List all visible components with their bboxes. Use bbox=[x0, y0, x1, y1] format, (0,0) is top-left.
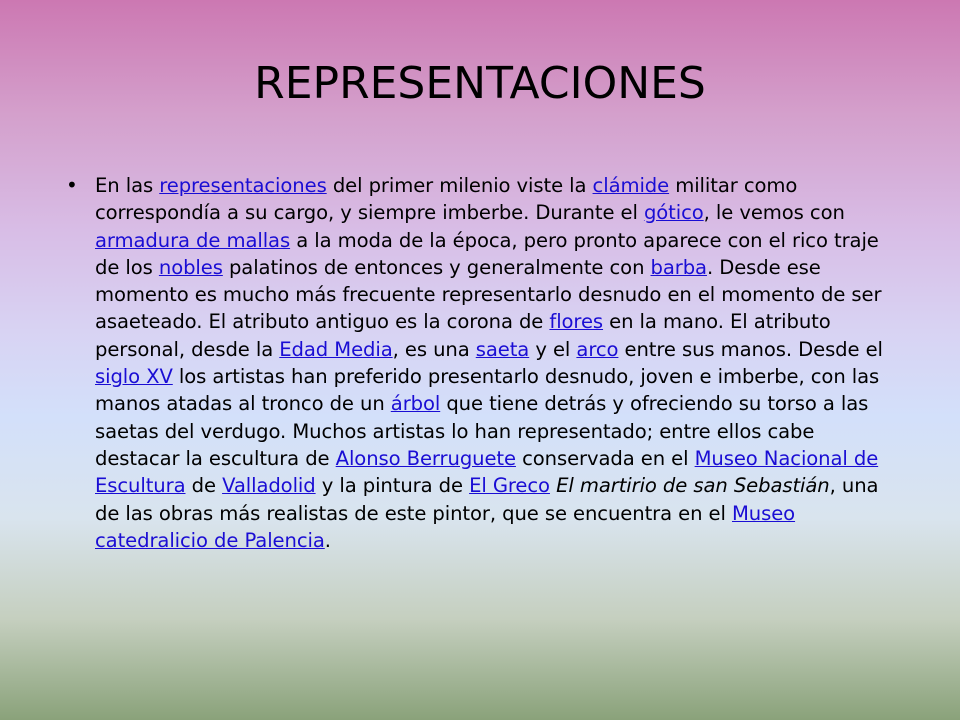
link-edad-media[interactable]: Edad Media bbox=[279, 337, 393, 361]
link-nobles[interactable]: nobles bbox=[158, 255, 223, 279]
italic-title-el-martirio-de-san-sebastian: El martirio de san Sebastián bbox=[556, 474, 830, 498]
text-run: , es una bbox=[392, 337, 476, 361]
text-run: de bbox=[185, 474, 223, 498]
bullet-list bbox=[66, 172, 906, 554]
text-run: . bbox=[324, 528, 331, 552]
bullet-paragraph bbox=[95, 172, 895, 554]
text-run: que tiene detrás y ofreciendo su torso a las saetas del verdugo. Muchos artistas lo han representado; entre ellos cabe destacar la escultura de bbox=[95, 392, 869, 470]
text-run: entre sus manos. Desde el bbox=[618, 337, 883, 361]
bullet-marker: • bbox=[66, 173, 78, 197]
link-siglo-xv[interactable]: siglo XV bbox=[95, 365, 173, 389]
link-arbol[interactable]: árbol bbox=[390, 392, 441, 416]
text-run: . Desde ese momento es mucho más frecuente representarlo desnudo en el momento de ser asaeteado. El atributo antiguo es la corona de bbox=[95, 255, 882, 334]
link-el-greco[interactable]: El Greco bbox=[469, 474, 550, 498]
text-run: conservada en el bbox=[515, 446, 695, 470]
text-run: militar como correspondía a su cargo, y siempre imberbe. Durante el bbox=[95, 174, 798, 225]
text-run: , le vemos con bbox=[703, 201, 845, 225]
link-clamide[interactable]: clámide bbox=[592, 174, 670, 197]
slide-title: REPRESENTACIONES bbox=[254, 58, 706, 109]
text-run: los artistas han preferido presentarlo desnudo, joven e imberbe, con las manos atadas al tronco de un bbox=[95, 365, 880, 416]
text-run: y la pintura de bbox=[315, 474, 470, 498]
link-museo-nacional-de-escultura[interactable]: Museo Nacional de Escultura bbox=[95, 446, 879, 498]
text-run: del primer milenio viste la bbox=[326, 174, 593, 197]
link-museo-catedralicio-de-palencia[interactable]: Museo catedralicio de Palencia bbox=[95, 501, 796, 552]
link-flores[interactable]: flores bbox=[549, 310, 604, 334]
text-run: en la mano. El atributo personal, desde la bbox=[95, 310, 831, 361]
link-saeta[interactable]: saeta bbox=[475, 337, 530, 361]
text-run: a la moda de la época, pero pronto aparece con el rico traje de los bbox=[95, 228, 879, 279]
link-representaciones[interactable]: representaciones bbox=[159, 174, 327, 197]
link-gotico[interactable]: gótico bbox=[643, 201, 704, 225]
text-run: y el bbox=[529, 337, 577, 361]
link-alonso-berruguete[interactable]: Alonso Berruguete bbox=[335, 446, 516, 470]
link-barba[interactable]: barba bbox=[650, 255, 707, 279]
link-valladolid[interactable]: Valladolid bbox=[222, 474, 316, 498]
link-armadura-de-mallas[interactable]: armadura de mallas bbox=[95, 228, 291, 252]
text-run: En las bbox=[95, 174, 160, 197]
text-run: palatinos de entonces y generalmente con bbox=[222, 255, 651, 279]
link-arco[interactable]: arco bbox=[576, 337, 619, 361]
text-run: , una de las obras más realistas de este pintor, que se encuentra en el bbox=[95, 474, 879, 525]
